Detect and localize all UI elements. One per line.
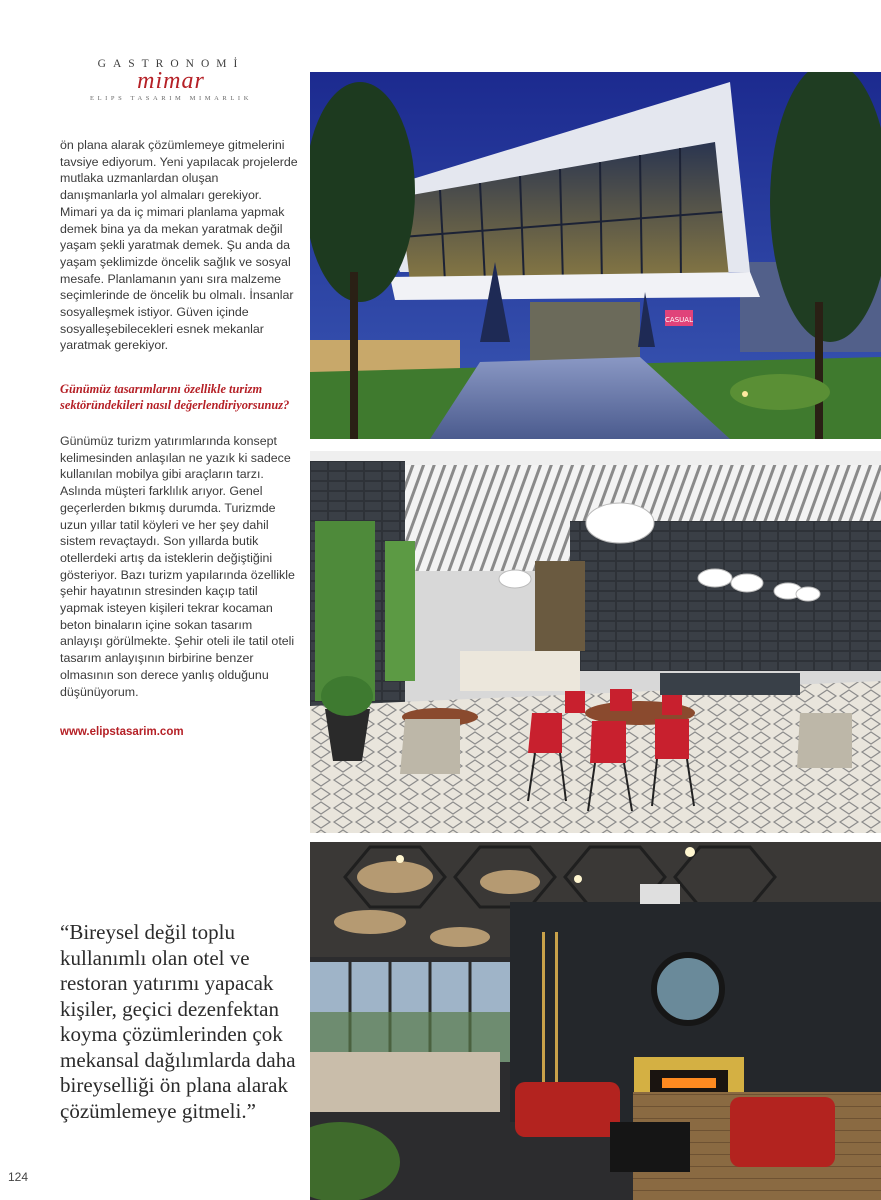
photo-interior-restaurant <box>310 451 881 833</box>
firm-name: ELIPS TASARIM MIMARLIK <box>90 95 252 102</box>
pull-quote: “Bireysel değil toplu kullanımlı olan otel ve restoran yatırımı yapacak kişiler, geçici dezenfektan koyma çözümlerinden çok mekansal dağılımlarda daha bireyselliği ön plana alarak çözümlemeye gitmeli.” <box>60 920 296 1123</box>
website-link[interactable]: www.elipstasarim.com <box>60 726 184 738</box>
magazine-title: mimar <box>137 68 205 94</box>
body-paragraph-1: ön plana alarak çözümlemeye gitmelerini tavsiye ediyorum. Yeni yapılacak projelerde mutlaka uzmanlardan oluşan danışmanlarla yol almaları gerekiyor. Mimari ya da iç mimari planlama yapmak demek bina ya da mekan yaratmak değil yaşam şekli yaratmak demek. Şu anda da yaşam şeklimizde öncelik sağlık ve sosyal mesafe. Planlamanın yanı sıra malzeme seçimlerinde de öncelik bu olmalı. İnsanlar sosyalleşmek istiyor. Güven içinde sosyalleşebilecekleri esnek mekanlar yaratmak gerekiyor. <box>60 138 298 353</box>
photo-interior-lounge <box>310 842 881 1200</box>
photo-exterior <box>310 72 881 439</box>
page-number: 124 <box>8 1170 29 1184</box>
body-paragraph-2: Günümüz turizm yatırımlarında konsept kelimesinden anlaşılan ne yazık ki sadece kullanılan mobilya gibi araçların tarzı. Aslında müşteri farklılık arıyor. Genel geçerlerden bıkmış durumda. Turizmde uzun yıllar tatil köyleri ve her şey dahil sistem revaçtaydı. Son yıllarda butik otellerdeki artış da isteklerin değiştiğini gösteriyor. Bazı turizm yapılarında özellikle şehir hayatının stresinden kaçıp tatil yapmak isteyen kişileri tekrar kocaman beton binaların içine sokan tasarım anlayışı görülmekte. Şehir oteli ile tatil oteli tasarım anlayışının birbirine benzer olmasının son derece yanlış olduğunu düşünüyorum. <box>60 434 295 699</box>
interview-question: Günümüz tasarımlarını özellikle turizm sektöründekileri nasıl değerlendiriyorsunuz? <box>60 382 290 412</box>
masthead <box>40 58 302 102</box>
casual-sign: CASUAL <box>665 316 693 324</box>
section-label: GASTRONOMİ <box>97 58 245 70</box>
